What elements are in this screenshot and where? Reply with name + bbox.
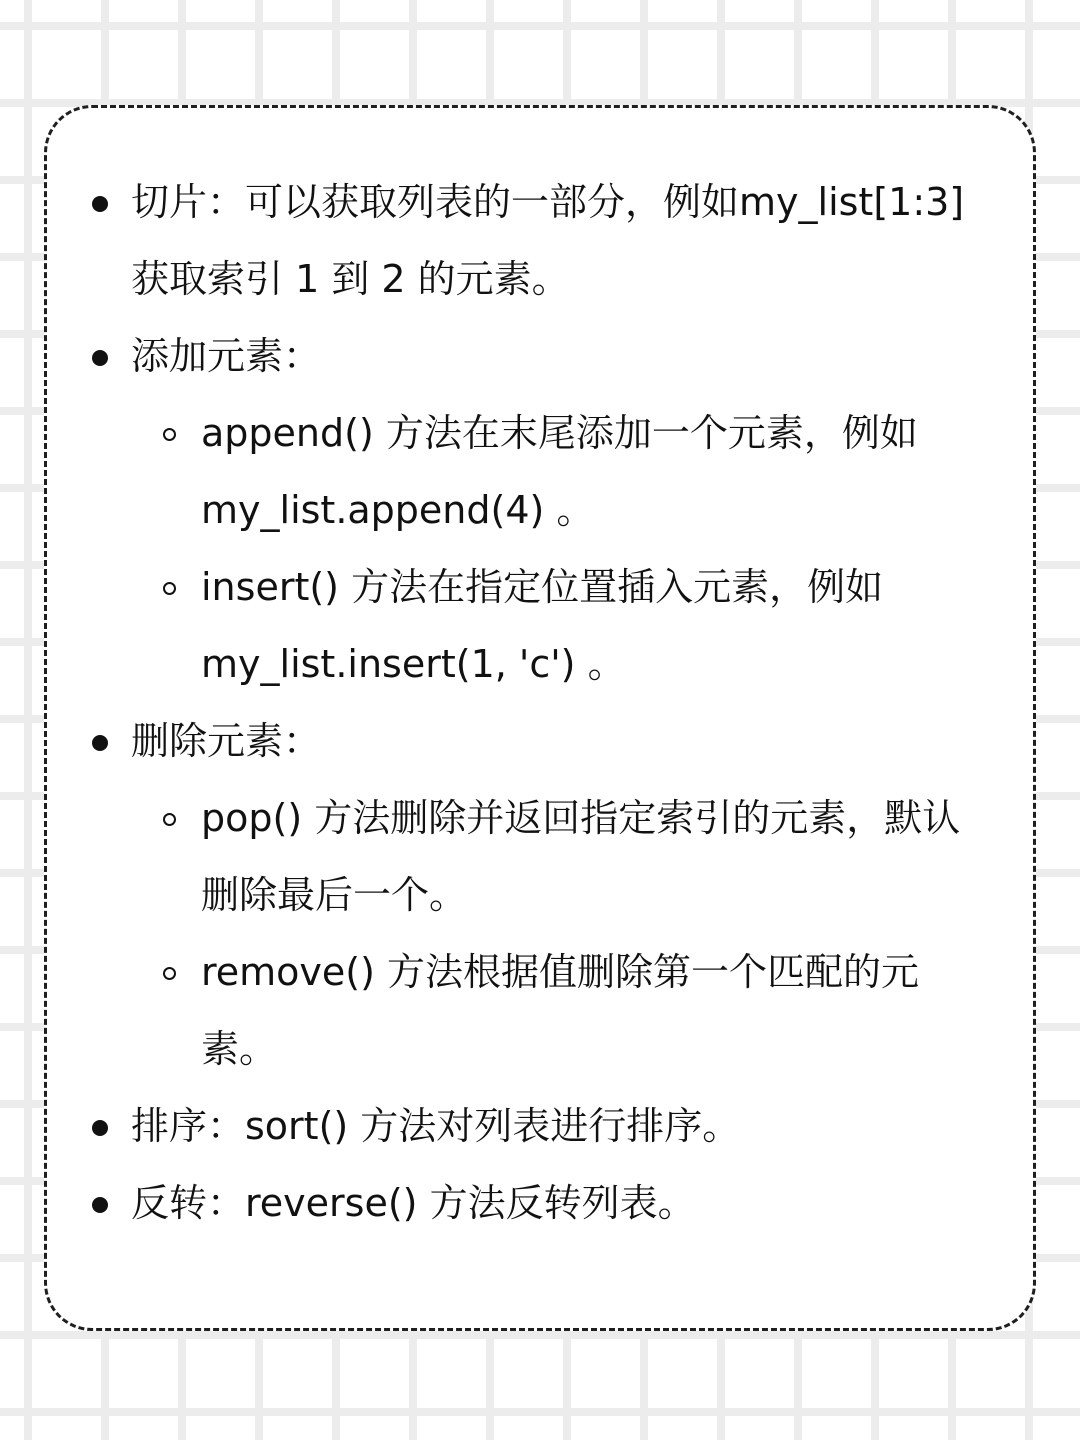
list-item-line: append() 方法在末尾添加一个元素，例如 (201, 411, 918, 455)
bullet-circle-icon (163, 967, 176, 980)
list-item-delete (47, 703, 1033, 780)
list-item-line: remove() 方法根据值删除第一个匹配的元 (201, 950, 920, 994)
bullet-dot-icon (92, 350, 108, 366)
list-item-line: 反转：reverse() 方法反转列表。 (131, 1181, 696, 1225)
list-item-line: 切片：可以获取列表的一部分，例如my_list[1:3] (131, 180, 965, 224)
list-item-line: insert() 方法在指定位置插入元素，例如 (201, 565, 884, 609)
list-item-line: 删除元素： (131, 719, 322, 763)
bullet-dot-icon (92, 735, 108, 751)
list-item-line: 获取索引 1 到 2 的元素。 (131, 257, 570, 301)
list-item-line: 排序：sort() 方法对列表进行排序。 (131, 1104, 741, 1148)
list-item-remove (47, 934, 1033, 1088)
note-card (44, 105, 1036, 1331)
list-item-line: my_list.insert(1, 'c') 。 (201, 642, 626, 686)
bullet-dot-icon (92, 1197, 108, 1213)
bullet-list (47, 164, 1033, 1242)
list-item-line: 删除最后一个。 (201, 873, 468, 917)
list-item-line: 素。 (201, 1027, 278, 1071)
list-item-pop (47, 780, 1033, 934)
list-item-sort (47, 1088, 1033, 1165)
bullet-circle-icon (163, 428, 176, 441)
list-item-line: pop() 方法删除并返回指定索引的元素，默认 (201, 796, 961, 840)
list-item-line: 添加元素： (131, 334, 322, 378)
bullet-dot-icon (92, 1120, 108, 1136)
bullet-circle-icon (163, 582, 176, 595)
list-item-line: my_list.append(4) 。 (201, 488, 595, 532)
bullet-circle-icon (163, 813, 176, 826)
list-item-add (47, 318, 1033, 395)
list-item-append (47, 395, 1033, 549)
list-item-insert (47, 549, 1033, 703)
bullet-dot-icon (92, 196, 108, 212)
list-item-slice (47, 164, 1033, 318)
list-item-reverse (47, 1165, 1033, 1242)
